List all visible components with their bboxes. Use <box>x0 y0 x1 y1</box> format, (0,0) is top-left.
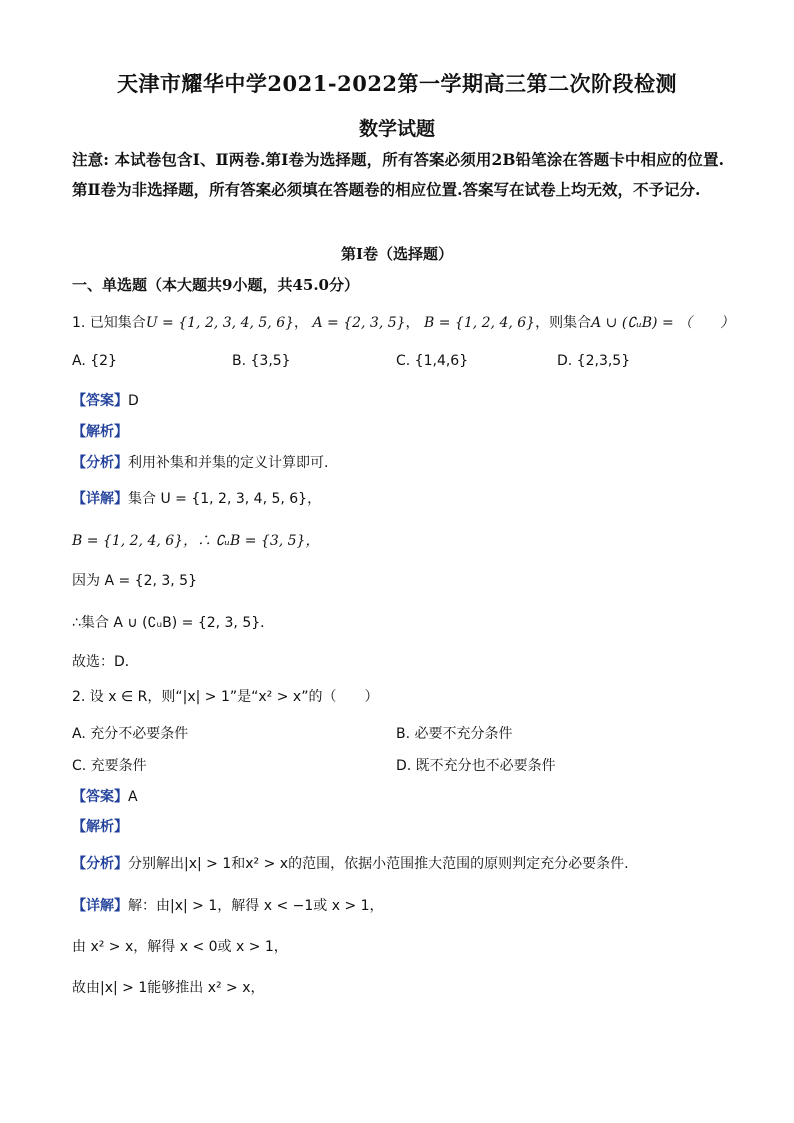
question-1-ask: ，则集合 <box>535 315 592 331</box>
q2-option-c: C. 充要条件 <box>72 758 147 774</box>
q2-option-a: A. 充分不必要条件 <box>72 726 189 742</box>
q1-option-b: B. {3,5} <box>232 353 291 369</box>
answer-value: A <box>128 789 138 805</box>
q2-detail-1 <box>72 895 384 915</box>
fenxi-text: 分别解出|x| > 1和x² > x的范围，依据小范围推大范围的原则判定充分必要条件. <box>128 856 629 872</box>
question-1-expression: A ∪ (∁ᵤB) = （ ） <box>591 315 735 331</box>
q2-answer <box>72 786 138 806</box>
set-B: B = {1, 2, 4, 6} <box>424 315 536 331</box>
detail-tag: 【详解】 <box>72 898 128 914</box>
q1-fenxi <box>72 452 328 472</box>
q1-option-d: D. {2,3,5} <box>557 353 631 369</box>
set-U: U = {1, 2, 3, 4, 5, 6} <box>145 315 295 331</box>
detail-tag: 【详解】 <box>72 491 128 507</box>
q1-answer <box>72 390 139 410</box>
q2-fenxi <box>72 853 629 873</box>
page-title: 天津市耀华中学2021-2022第一学期高三第二次阶段检测 <box>116 71 678 96</box>
q1-option-c: C. {1,4,6} <box>396 353 469 369</box>
fenxi-text: 利用补集和并集的定义计算即可. <box>128 455 329 471</box>
set-A: A = {2, 3, 5} <box>312 315 406 331</box>
question-1-prefix: 已知集合 <box>89 315 146 331</box>
q1-detail-4: ∴集合 A ∪ (∁ᵤB) = {2, 3, 5}． <box>72 615 275 631</box>
fenxi-tag: 【分析】 <box>72 856 128 872</box>
question-2-stem: 2. 设 x ∈ R，则“|x| > 1”是“x² > x”的（ ） <box>72 689 379 705</box>
answer-value: D <box>128 393 139 409</box>
q1-detail-1 <box>72 488 321 508</box>
q1-detail-3: 因为 A = {2, 3, 5} <box>72 573 197 589</box>
q2-option-d: D. 既不充分也不必要条件 <box>396 758 556 774</box>
detail-text: 集合 U = {1, 2, 3, 4, 5, 6}， <box>128 491 322 507</box>
exam-notice: 注意: 本试卷包含Ⅰ、Ⅱ两卷.第Ⅰ卷为选择题，所有答案必须用2B铅笔涂在答题卡中相应的位置.第Ⅱ卷为非选择题，所有答案必须填在答题卷的相应位置.答案写在试卷上均无效，不予记分. <box>72 150 724 199</box>
answer-tag: 【答案】 <box>72 789 128 805</box>
section-heading: 一、单选题（本大题共9小题，共45.0分） <box>72 276 359 294</box>
question-1-stem: 1. 已知集合U = {1, 2, 3, 4, 5, 6}， A = {2, 3, 5}， B = {1, 2, 4, 6}，则集合A ∪ (∁ᵤB) = （ ） <box>72 315 735 331</box>
analysis-tag: 【解析】 <box>72 819 128 835</box>
q2-analysis <box>72 816 128 836</box>
page-subtitle: 数学试题 <box>358 118 435 140</box>
q1-analysis <box>72 421 128 441</box>
q1-detail-2: B = {1, 2, 4, 6}，∴ ∁ᵤB = {3, 5}， <box>72 533 320 549</box>
q1-choose: 故选：D． <box>72 654 139 670</box>
detail-text: 解：由|x| > 1，解得 x < −1或 x > 1， <box>128 898 384 914</box>
q2-detail-2: 由 x² > x，解得 x < 0或 x > 1， <box>72 939 288 955</box>
q2-detail-3: 故由|x| > 1能够推出 x² > x， <box>72 980 265 996</box>
q1-option-a: A. {2} <box>72 353 117 369</box>
fenxi-tag: 【分析】 <box>72 455 128 471</box>
answer-tag: 【答案】 <box>72 393 128 409</box>
question-1-number: 1. <box>72 315 86 331</box>
q2-option-b: B. 必要不充分条件 <box>396 726 513 742</box>
analysis-tag: 【解析】 <box>72 424 128 440</box>
section-title: 第I卷（选择题） <box>340 245 454 263</box>
